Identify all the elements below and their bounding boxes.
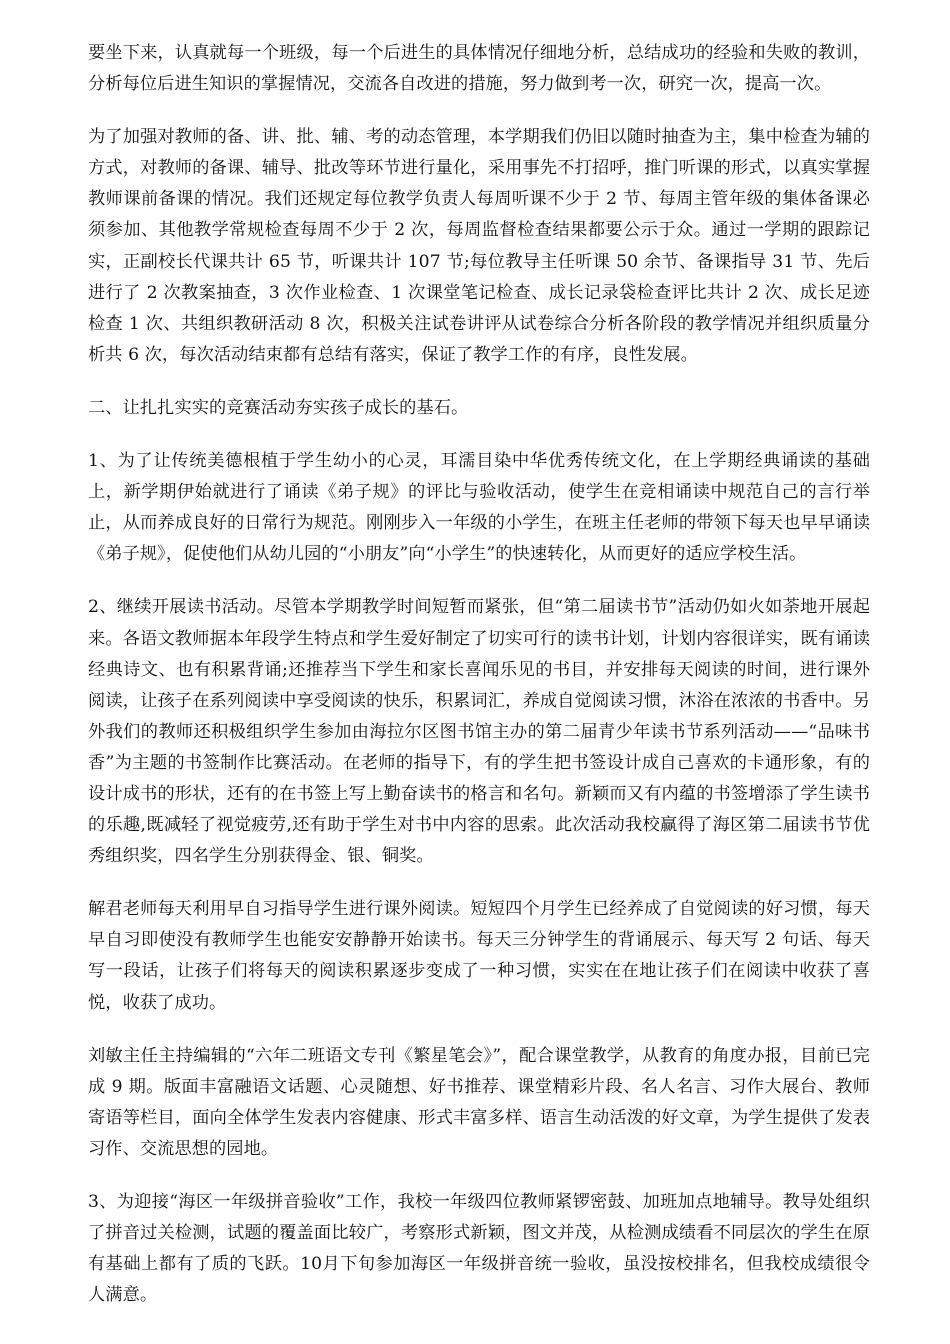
paragraph-item-3-pinyin-acceptance: 3、为迎接“海区一年级拼音验收”工作，我校一年级四位教师紧锣密鼓、加班加点地辅导。教导处组织了拼音过关检测，试题的覆盖面比较广，考察形式新颖，图文并茂，从检测成绩看不同层次的学生在原有基础上都有了质的飞跃。10月下旬参加海区一年级拼音统一验收，虽没按校排名，但我校成绩很令人满意。 xyxy=(88,1192,870,1306)
section-heading-two: 二、让扎扎实实的竞赛活动夯实孩子成长的基石。 xyxy=(88,397,469,418)
paragraph-teacher-xiejun: 解君老师每天利用早自习指导学生进行课外阅读。短短四个月学生已经养成了自觉阅读的好习惯，每天早自习即使没有教师学生也能安安静静开始读书。每天三分钟学生的背诵展示、每天写 2 句话、每天写一段话，让孩子们将每天的阅读积累逐步变成了一种习惯，实实在在地让孩子们在阅读中收获了喜悦，收获了成功。 xyxy=(88,899,870,1013)
paragraph-continued-analysis: 要坐下来，认真就每一个班级，每一个后进生的具体情况仔细地分析，总结成功的经验和失败的教训，分析每位后进生知识的掌握情况，交流各自改进的措施，努力做到考一次，研究一次，提高一次。 xyxy=(88,43,870,95)
paragraph-item-2-reading-festival: 2、继续开展读书活动。尽管本学期教学时间短暂而紧张，但“第二届读书节”活动仍如火如荼地开展起来。各语文教师据本年段学生特点和学生爱好制定了切实可行的读书计划，计划内容很详实，既有诵读经典诗文、也有积累背诵;还推荐当下学生和家长喜闻乐见的书目，并安排每天阅读的时间，进行课外阅读，让孩子在系列阅读中享受阅读的快乐，积累词汇，养成自觉阅读习惯，沐浴在浓浓的书香中。另外我们的教师还积极组织学生参加由海拉尔区图书馆主办的第二届青少年读书节系列活动——“品味书香”为主题的书签制作比赛活动。在老师的指导下，有的学生把书签设计成自己喜欢的卡通形象，有的设计成书的形状，还有的在书签上写上勤奋读书的格言和名句。新颖而又有内蕴的书签增添了学生读书的乐趣,既减轻了视觉疲劳,还有助于学生对书中内容的思索。此次活动我校赢得了海区第二届读书节优秀组织奖，四名学生分别获得金、银、铜奖。 xyxy=(88,597,870,867)
paragraph-teacher-management: 为了加强对教师的备、讲、批、辅、考的动态管理，本学期我们仍旧以随时抽查为主，集中检查为辅的方式，对教师的备课、辅导、批改等环节进行量化，采用事先不打招呼，推门听课的形式，以真实掌握教师课前备课的情况。我们还规定每位教学负责人每周听课不少于 2 节、每周主管年级的集体备课必须参加、其他教学常规检查每周不少于 2 次，每周监督检查结果都要公示于众。通过一学期的跟踪记实，正副校长代课共计 65 节，听课共计 107 节;每位教导主任听课 50 余节、备课指导 31 节、先后进行了 2 次教案抽查，3 次作业检查、1 次课堂笔记检查、成长记录袋检查评比共计 2 次、成长足迹检查 1 次、共组织教研活动 8 次，积极关注试卷讲评从试卷综合分析各阶段的教学情况并组织质量分析共 6 次，每次活动结束都有总结有落实，保证了教学工作的有序，良性发展。 xyxy=(88,127,870,365)
paragraph-item-1-dizigui: 1、为了让传统美德根植于学生幼小的心灵，耳濡目染中华优秀传统文化，在上学期经典诵读的基础上，新学期伊始就进行了诵读《弟子规》的评比与验收活动，使学生在竞相诵读中规范自己的言行举止，从而养成良好的日常行为规范。刚刚步入一年级的小学生，在班主任老师的带领下每天也早早诵读《弟子规》，促使他们从幼儿园的“小朋友”向“小学生”的快速转化，从而更好的适应学校生活。 xyxy=(88,451,870,565)
document-body xyxy=(88,38,870,1311)
paragraph-liumin-journal: 刘敏主任主持编辑的“六年二班语文专刊《繁星笔会》”，配合课堂教学，从教育的角度办报，目前已完成 9 期。版面丰富融语文话题、心灵随想、好书推荐、课堂精彩片段、名人名言、习作大展台、教师寄语等栏目，面向全体学生发表内容健康、形式丰富多样、语言生动活泼的好文章，为学生提供了发表习作、交流思想的园地。 xyxy=(88,1045,870,1159)
